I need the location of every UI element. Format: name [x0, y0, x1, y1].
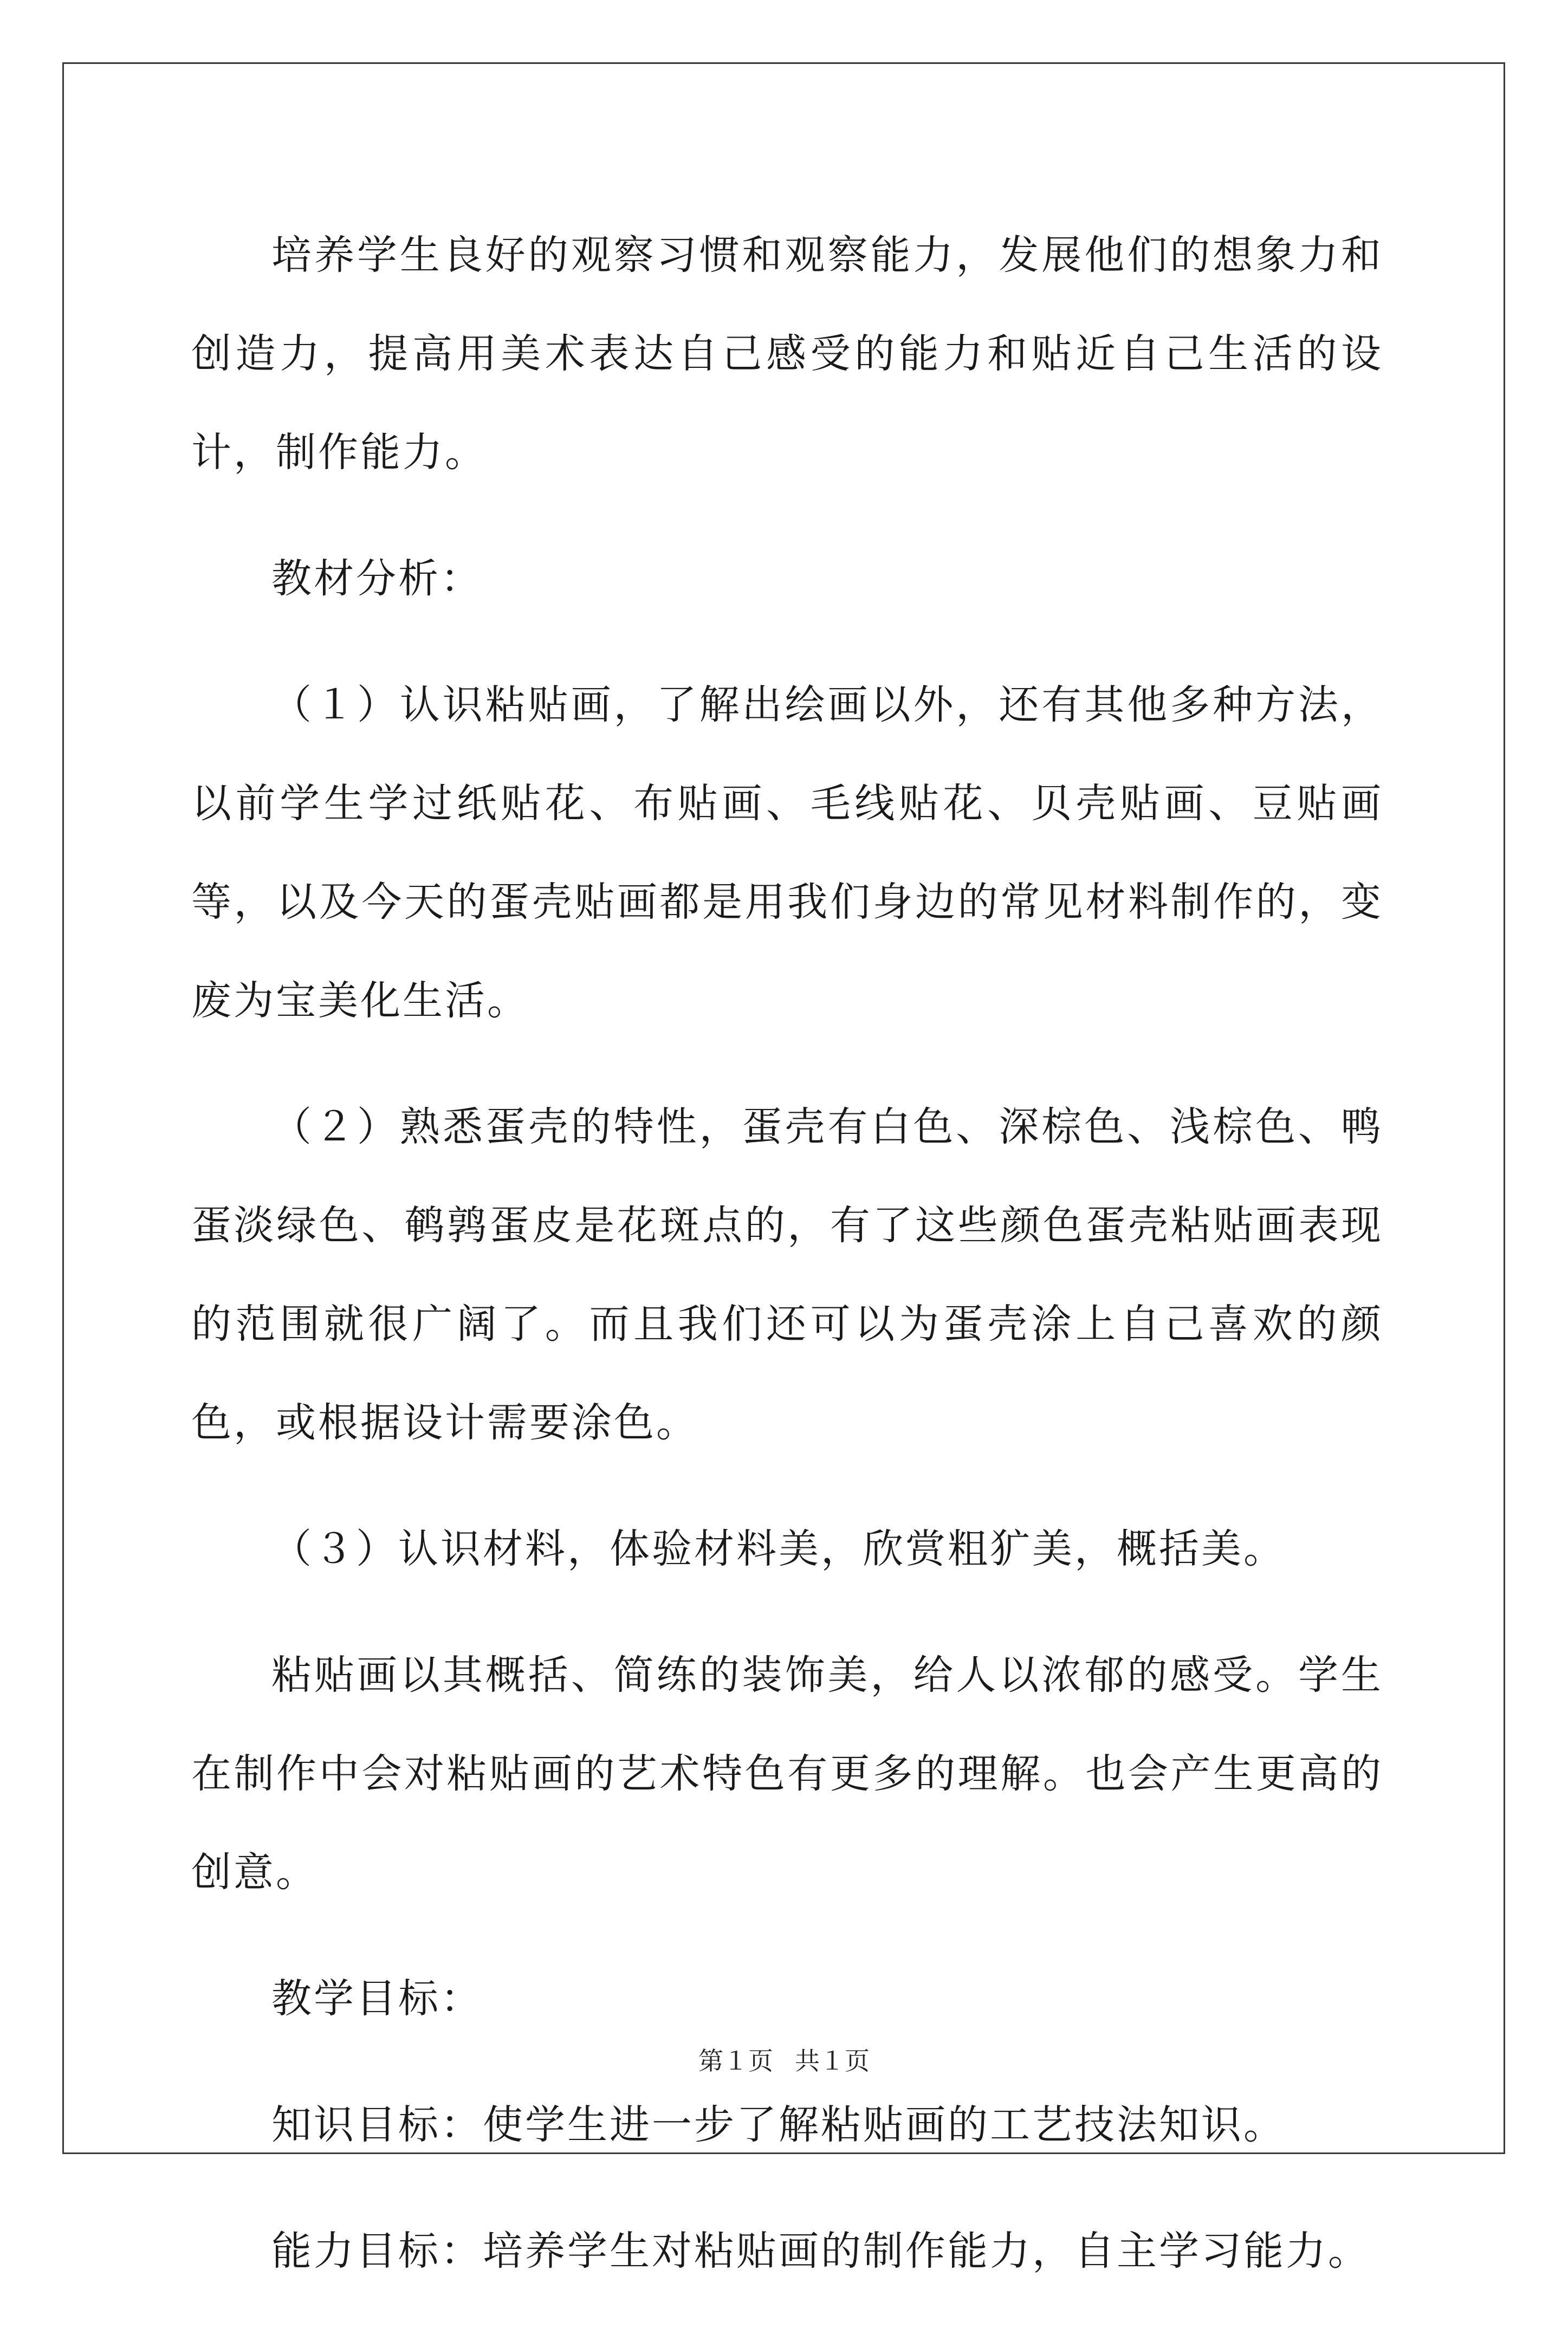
heading-teaching-goals: 教学目标： — [271, 1975, 483, 2022]
paragraph-analysis-2: （２）熟悉蛋壳的特性，蛋壳有白色、深棕色、浅棕色、鸭蛋淡绿色、鹌鹑蛋皮是花斑点的，有了这些颜色蛋壳粘贴画表现的范围就很广阔了。而且我们还可以为蛋壳涂上自己喜欢的颜色，或根据设计需要涂色。 — [191, 1104, 1383, 1446]
document-body — [191, 206, 1383, 2328]
heading-material-analysis: 教材分析： — [271, 555, 483, 602]
paragraph-knowledge-goal: 知识目标：使学生进一步了解粘贴画的工艺技法知识。 — [271, 2102, 1286, 2148]
paragraph-analysis-3: （３）认识材料，体验材料美，欣赏粗犷美，概括美。 — [271, 1526, 1286, 1572]
paragraph-analysis-1: （１）认识粘贴画，了解出绘画以外，还有其他多种方法，以前学生学过纸贴花、布贴画、毛线贴花、贝壳贴画、豆贴画等，以及今天的蛋壳贴画都是用我们身边的常见材料制作的，变废为宝美化生活。 — [191, 682, 1383, 1024]
paragraph-ability-goal: 能力目标：培养学生对粘贴画的制作能力，自主学习能力。 — [271, 2228, 1370, 2274]
page-number: 第１页 — [698, 2047, 773, 2075]
page-footer — [0, 2041, 1568, 2077]
paragraph-goal-ability: 培养学生良好的观察习惯和观察能力，发展他们的想象力和创造力，提高用美术表达自己感受的能力和贴近自己生活的设计，制作能力。 — [191, 232, 1383, 476]
paragraph-decorative-beauty: 粘贴画以其概括、简练的装饰美，给人以浓郁的感受。学生在制作中会对粘贴画的艺术特色有更多的理解。也会产生更高的创意。 — [191, 1652, 1383, 1896]
page-total: 共１页 — [795, 2047, 870, 2075]
